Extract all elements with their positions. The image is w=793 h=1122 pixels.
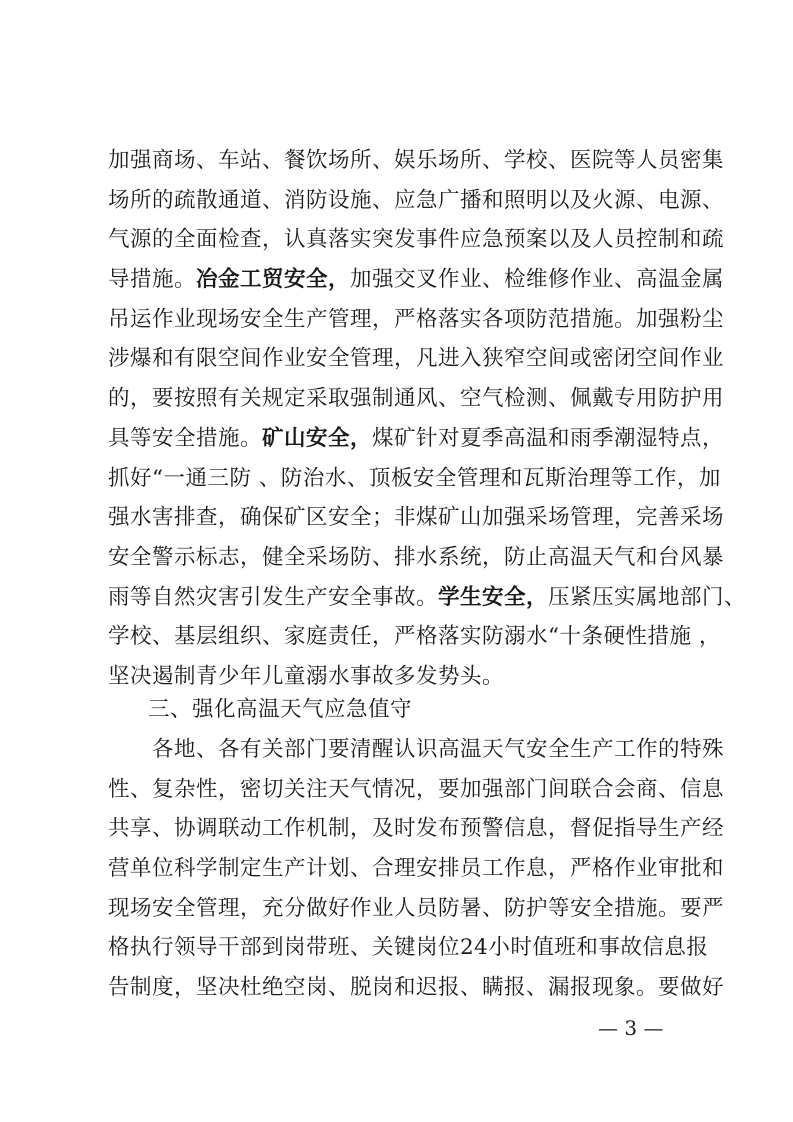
bold-topic-label: 学生安全，	[438, 584, 549, 610]
text-run: 导措施。	[108, 267, 197, 293]
text-line	[108, 928, 709, 968]
bold-topic-label: 冶金工贸安全，	[196, 267, 351, 293]
text-line	[108, 578, 747, 618]
page-number: — 3 —	[598, 1016, 664, 1040]
text-line	[108, 141, 725, 181]
text-line	[108, 220, 725, 260]
text-run: 气源的全面检查，认真落实突发事件应急预案以及人员控制和疏	[108, 227, 725, 253]
text-run: 营单位科学制定生产计划、合理安排员工作息，严格作业审批和	[108, 856, 725, 882]
text-line	[108, 260, 725, 300]
text-line	[108, 419, 725, 459]
text-run: 现场安全管理，充分做好作业人员防暑、防护等安全措施。要严	[108, 895, 725, 921]
text-run: 场所的疏散通道、消防设施、应急广播和照明以及火源、电源、	[108, 187, 725, 213]
text-run: 涉爆和有限空间作业安全管理，凡进入狭窄空间或密闭空间作业	[108, 346, 725, 372]
text-run: 坚决遏制青少年儿童溺水事故多发势头。	[108, 663, 505, 689]
body-paragraph-2	[108, 730, 725, 1008]
text-run: 告制度，坚决杜绝空岗、脱岗和迟报、瞒报、漏报现象。要做好	[108, 975, 725, 1001]
text-run: 强水害排查，确保矿区安全；非煤矿山加强采场管理，完善采场	[108, 505, 725, 531]
text-run: 性、复杂性，密切关注天气情况，要加强部门间联合会商、信息	[108, 776, 725, 802]
text-run: 具等安全措施。	[108, 425, 263, 451]
section-heading: 三、强化高温天气应急值守	[148, 697, 413, 722]
text-line	[108, 339, 725, 379]
text-run: 雨等自然灾害引发生产安全事故。	[108, 584, 439, 610]
text-line	[108, 849, 725, 889]
body-paragraph-1	[108, 141, 747, 697]
text-line	[108, 809, 725, 849]
text-run: 抓好“一通三防 、防治水、顶板安全管理和瓦斯治理等工作，加	[108, 465, 721, 491]
bold-topic-label: 矿山安全，	[262, 425, 373, 451]
text-run: 共享、协调联动工作机制，及时发布预警信息，督促指导生产经	[108, 816, 725, 842]
text-line	[108, 770, 725, 810]
text-line	[108, 181, 725, 221]
text-line	[108, 459, 721, 499]
text-run: 格执行领导干部到岗带班、关键岗位24小时值班和事故信息报	[108, 935, 709, 961]
text-run: 压紧压实属地部门、	[548, 584, 747, 610]
text-run: 吊运作业现场安全生产管理，严格落实各项防范措施。加强粉尘	[108, 306, 725, 332]
text-run: 煤矿针对夏季高温和雨季潮湿特点，	[372, 425, 725, 451]
text-line	[108, 730, 725, 770]
text-line	[108, 538, 725, 578]
text-line	[108, 617, 721, 657]
text-run: 各地、各有关部门要清醒认识高温天气安全生产工作的特殊	[108, 737, 725, 762]
text-run: 学校、基层组织、家庭责任，严格落实防溺水“十条硬性措施 ，	[108, 624, 721, 650]
text-run: 的，要按照有关规定采取强制通风、空气检测、佩戴专用防护用	[108, 386, 725, 412]
text-line	[108, 498, 725, 538]
text-run: 安全警示标志，健全采场防、排水系统，防止高温天气和台风暴	[108, 544, 725, 570]
text-run: 加强交叉作业、检维修作业、高温金属	[350, 267, 725, 293]
text-line	[108, 300, 725, 340]
text-line	[108, 379, 725, 419]
text-line	[108, 968, 725, 1008]
text-run: 加强商场、车站、餐饮场所、娱乐场所、学校、医院等人员密集	[108, 148, 725, 173]
text-line	[108, 889, 725, 929]
